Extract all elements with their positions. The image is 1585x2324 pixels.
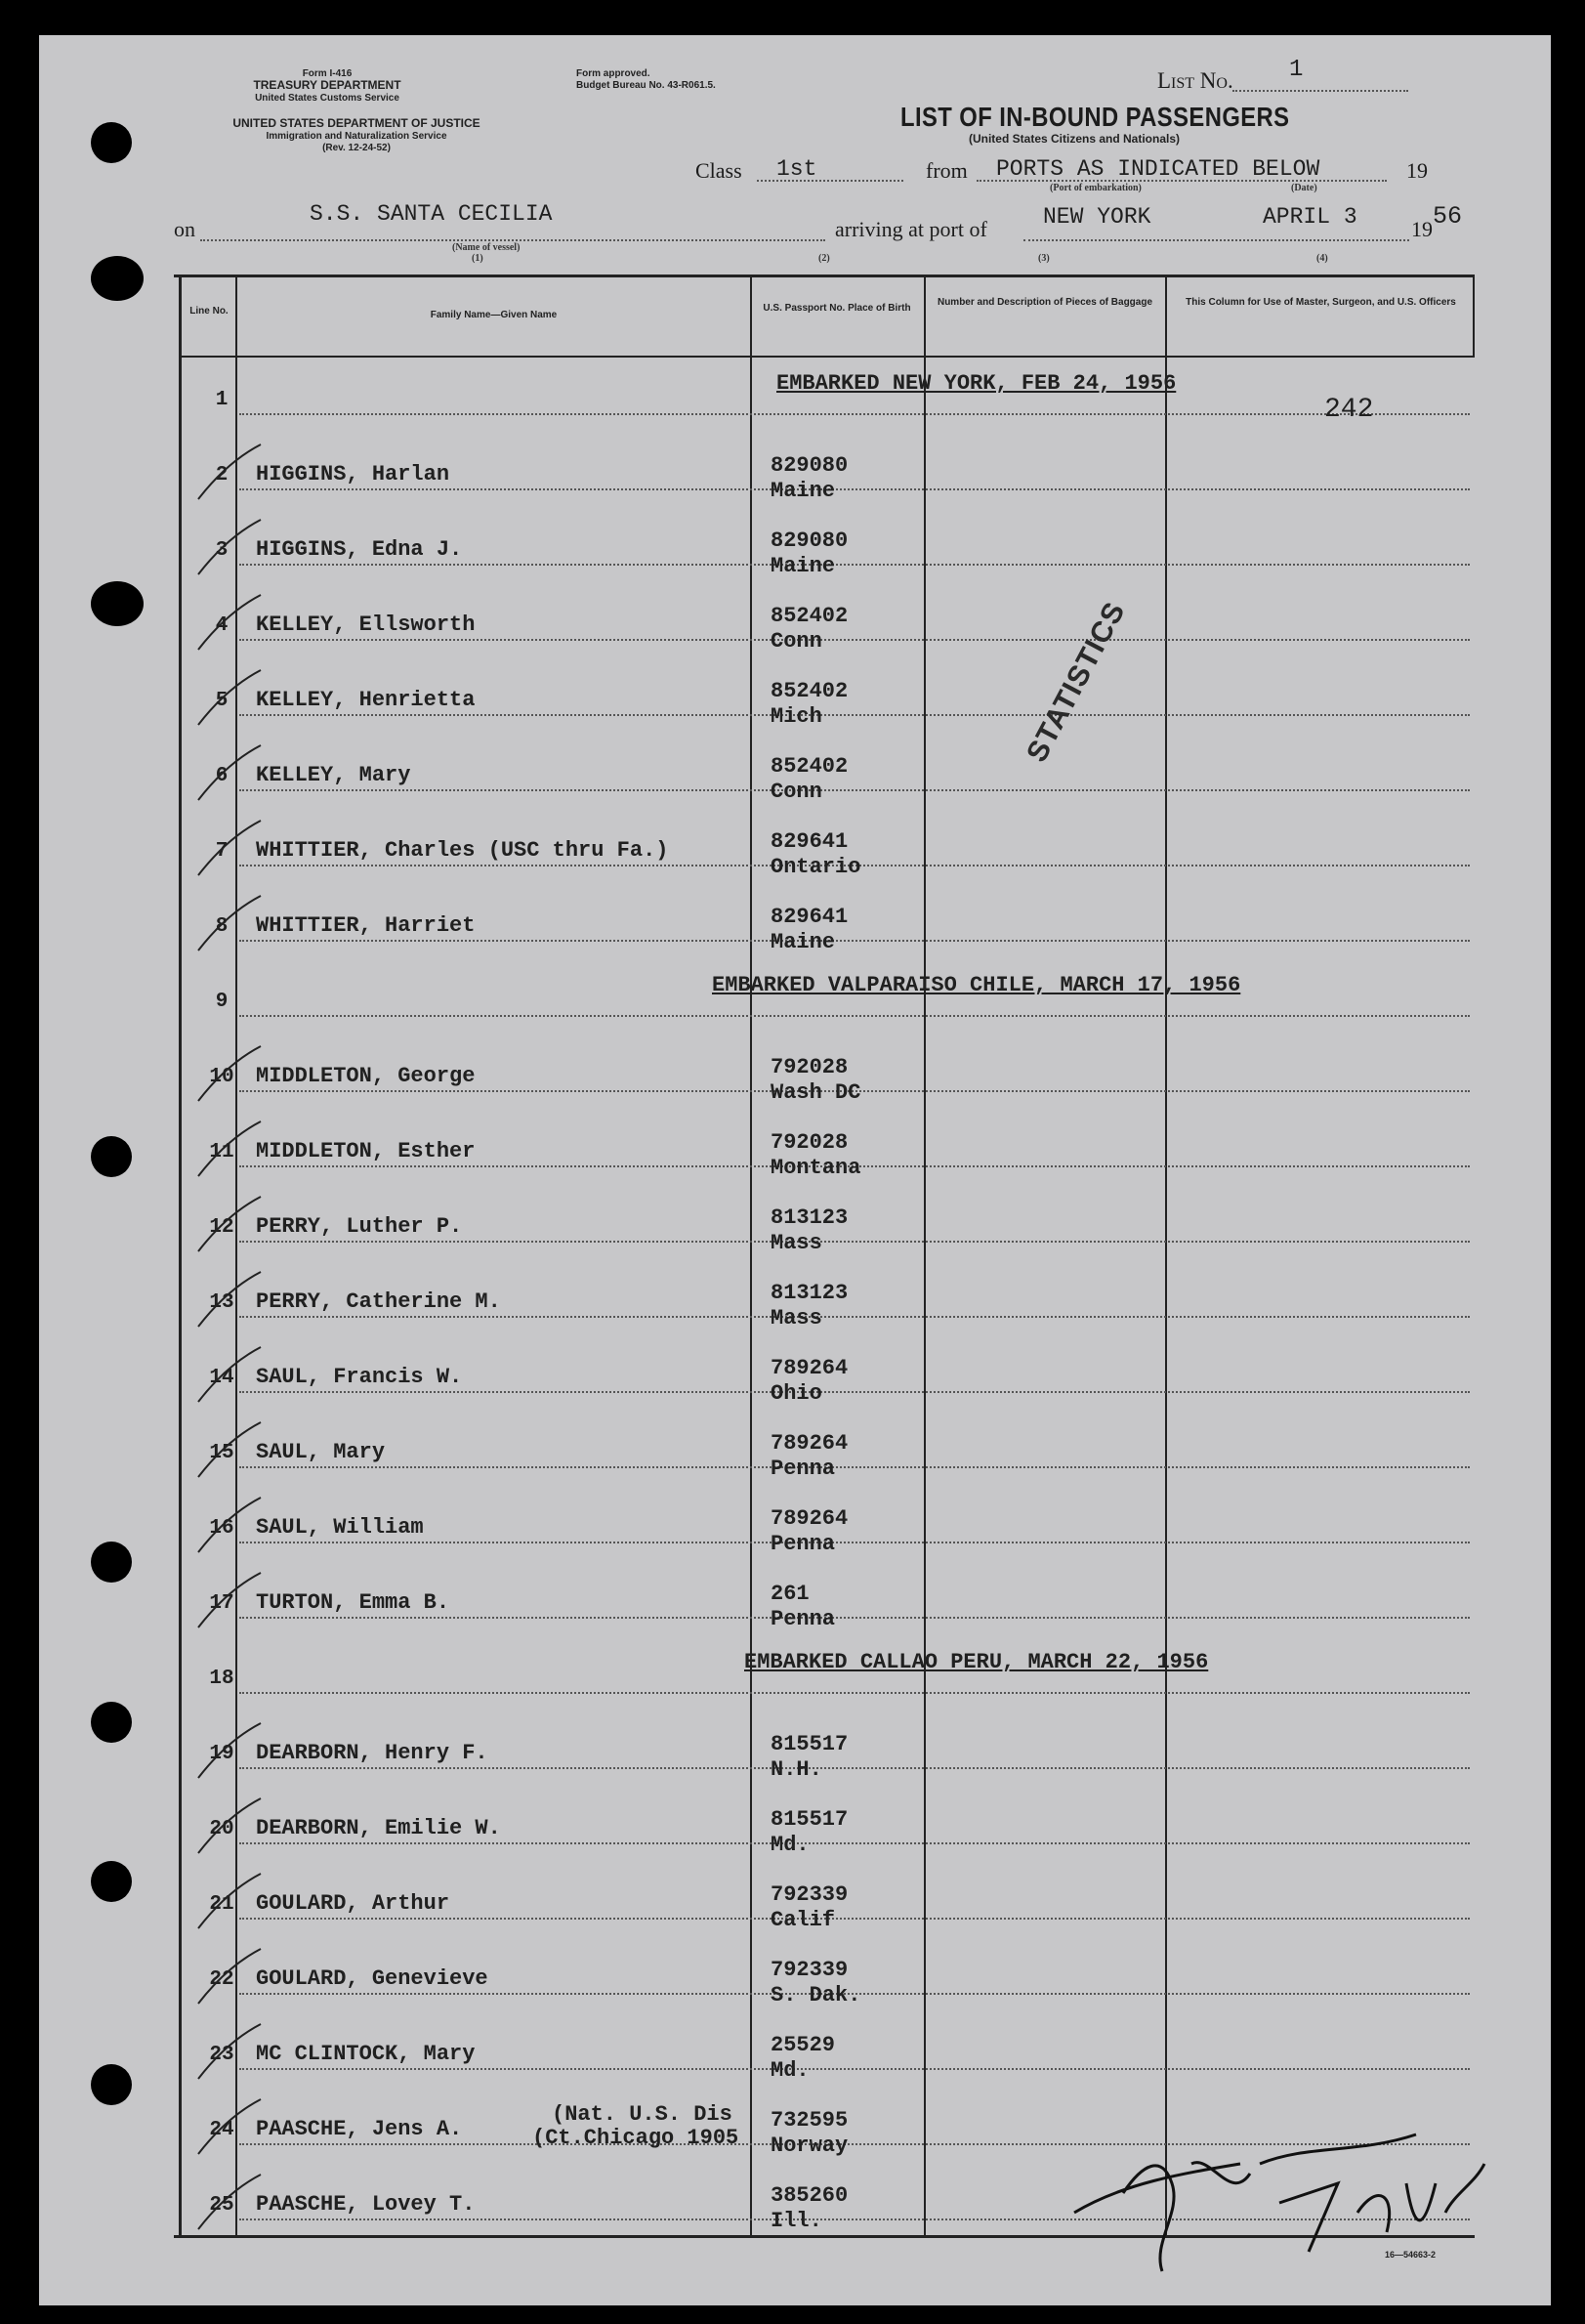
col-header-passport: U.S. Passport No. Place of Birth <box>763 303 911 314</box>
line-number: 2 <box>215 464 229 486</box>
passenger-name: MIDDLETON, Esther <box>256 1139 476 1163</box>
passport-number: 813123 <box>771 1205 849 1230</box>
check-mark <box>190 664 269 733</box>
passenger-name: SAUL, William <box>256 1515 424 1540</box>
line-number: 21 <box>209 1893 234 1916</box>
passenger-name: HIGGINS, Harlan <box>256 462 450 486</box>
place-of-birth: Mich <box>771 704 822 729</box>
passport-number: 732595 <box>771 2108 849 2133</box>
form-footer-code: 16—54663-2 <box>1385 2250 1437 2260</box>
line-number: 25 <box>209 2194 234 2217</box>
passport-number: 789264 <box>771 1356 849 1380</box>
line-number: 15 <box>209 1442 234 1464</box>
class-label: Class <box>695 158 742 183</box>
place-of-birth: Calif <box>771 1908 836 1932</box>
passenger-name: PAASCHE, Lovey T. <box>256 2192 476 2217</box>
passenger-name: WHITTIER, Harriet <box>256 913 476 938</box>
place-of-birth: Norway <box>771 2134 849 2158</box>
naturalization-note: (Nat. U.S. Dis <box>552 2102 732 2127</box>
line-number: 10 <box>209 1066 234 1088</box>
col-header-officers: This Column for Use of Master, Surgeon, and U.S. Officers <box>1186 297 1456 308</box>
line-number: 23 <box>209 2044 234 2066</box>
check-mark <box>190 1266 269 1334</box>
place-of-birth: Mass <box>771 1306 822 1331</box>
check-mark <box>190 739 269 808</box>
line-number: 11 <box>209 1141 234 1163</box>
check-mark-stroke <box>198 745 261 800</box>
line-number: 24 <box>209 2119 234 2141</box>
year-prefix-top: 19 <box>1406 158 1428 183</box>
place-of-birth: Mass <box>771 1231 822 1255</box>
check-mark <box>190 1116 269 1184</box>
arrival-date: APRIL 3 <box>1263 204 1357 230</box>
check-mark-stroke <box>198 2099 261 2154</box>
check-mark-stroke <box>198 1498 261 1552</box>
col-divider-passport <box>750 276 752 2236</box>
list-no-label: List No. <box>1157 68 1233 93</box>
row-rule <box>239 1391 1470 1393</box>
row-rule <box>239 940 1470 942</box>
line-number: 20 <box>209 1818 234 1840</box>
check-mark <box>190 514 269 582</box>
place-of-birth: Ill. <box>771 2209 822 2233</box>
passport-number: 852402 <box>771 604 849 628</box>
check-mark <box>190 1567 269 1635</box>
header-bottom-border <box>181 356 1475 358</box>
passenger-name: GOULARD, Arthur <box>256 1891 450 1916</box>
table-top-border <box>174 275 1475 277</box>
check-mark-stroke <box>198 1272 261 1327</box>
passport-number: 829080 <box>771 453 849 478</box>
place-of-birth: Ohio <box>771 1381 822 1406</box>
passport-number: 25529 <box>771 2033 836 2057</box>
row-rule <box>239 1767 1470 1769</box>
from-label: from <box>926 158 968 183</box>
passenger-name: DEARBORN, Emilie W. <box>256 1816 501 1840</box>
place-of-birth: Maine <box>771 930 836 954</box>
passport-number: 792339 <box>771 1882 849 1907</box>
check-mark <box>190 1191 269 1259</box>
check-mark-stroke <box>198 1347 261 1402</box>
passport-number: 261 <box>771 1582 810 1606</box>
officer-signature <box>1064 2125 1514 2281</box>
date-caption: (Date) <box>1291 183 1317 193</box>
row-rule <box>239 789 1470 791</box>
row-rule <box>239 564 1470 566</box>
check-mark-stroke <box>198 2175 261 2229</box>
budget-bureau: Budget Bureau No. 43-R061.5. <box>576 80 716 91</box>
binder-hole <box>91 581 144 626</box>
port-caption: (Port of embarkation) <box>1050 183 1142 193</box>
form-title: LIST OF IN-BOUND PASSENGERS <box>900 102 1290 132</box>
row-rule <box>239 1241 1470 1243</box>
line-number: 6 <box>215 765 229 787</box>
check-mark <box>190 2018 269 2087</box>
check-mark <box>190 1416 269 1485</box>
treasury-department: TREASURY DEPARTMENT <box>253 78 401 92</box>
form-approved: Form approved. <box>576 68 650 79</box>
passport-number: 815517 <box>771 1732 849 1756</box>
line-number: 19 <box>209 1743 234 1765</box>
row-rule <box>239 1617 1470 1619</box>
passport-number: 789264 <box>771 1431 849 1456</box>
passenger-name: WHITTIER, Charles (USC thru Fa.) <box>256 838 669 863</box>
place-of-birth: Wash DC <box>771 1080 861 1105</box>
place-of-birth: S. Dak. <box>771 1983 861 2007</box>
place-of-birth: N.H. <box>771 1757 822 1782</box>
passport-number: 385260 <box>771 2183 849 2208</box>
place-of-birth: Ontario <box>771 855 861 879</box>
binder-hole <box>91 1861 132 1902</box>
col-header-line-no: Line No. <box>189 306 229 317</box>
row-rule <box>239 1692 1470 1694</box>
row-rule <box>239 1918 1470 1920</box>
immigration-service: Immigration and Naturalization Service <box>266 131 447 142</box>
line-number: 7 <box>215 840 229 863</box>
revision-date: (Rev. 12-24-52) <box>322 143 391 153</box>
row-rule <box>239 1316 1470 1318</box>
year-prefix: 19 <box>1411 217 1433 241</box>
place-of-birth: Penna <box>771 1457 836 1481</box>
check-mark-stroke <box>198 1573 261 1627</box>
place-of-birth: Md. <box>771 1833 810 1857</box>
arrival-port: NEW YORK <box>1043 204 1151 230</box>
table-left-border <box>179 276 182 2236</box>
passenger-name: PERRY, Luther P. <box>256 1214 463 1239</box>
line-number: 14 <box>209 1367 234 1389</box>
line-number: 4 <box>215 614 229 637</box>
form-number: Form I-416 <box>302 68 353 79</box>
passenger-name: SAUL, Mary <box>256 1440 386 1464</box>
row-rule <box>239 1542 1470 1543</box>
passenger-name: GOULARD, Genevieve <box>256 1966 488 1991</box>
caption-1: (1) <box>472 253 483 264</box>
passenger-name: KELLEY, Ellsworth <box>256 613 476 637</box>
vessel-caption: (Name of vessel) <box>452 242 521 253</box>
passport-number: 829080 <box>771 528 849 553</box>
line-number: 3 <box>215 539 229 562</box>
line-number: 18 <box>209 1668 234 1690</box>
justice-department: UNITED STATES DEPARTMENT OF JUSTICE <box>232 116 480 130</box>
line-number: 16 <box>209 1517 234 1540</box>
check-mark <box>190 589 269 657</box>
binder-hole <box>91 122 132 163</box>
passport-number: 852402 <box>771 754 849 779</box>
on-label: on <box>174 217 195 241</box>
arrival-line <box>1023 239 1409 241</box>
passport-number: 792339 <box>771 1958 849 1982</box>
arrival-year: 56 <box>1433 202 1463 231</box>
row-rule <box>239 639 1470 641</box>
line-number: 5 <box>215 690 229 712</box>
embarkation-section-header: EMBARKED CALLAO PERU, MARCH 22, 1956 <box>744 1650 1209 1674</box>
check-mark-stroke <box>198 1197 261 1251</box>
line-number: 12 <box>209 1216 234 1239</box>
vessel-line <box>200 239 825 241</box>
customs-service: United States Customs Service <box>255 93 399 104</box>
table-right-border <box>1473 276 1475 357</box>
check-mark <box>190 1040 269 1109</box>
place-of-birth: Maine <box>771 554 836 578</box>
passenger-name: KELLEY, Henrietta <box>256 688 476 712</box>
passenger-name: DEARBORN, Henry F. <box>256 1741 488 1765</box>
check-mark <box>190 1943 269 2011</box>
check-mark <box>190 2169 269 2237</box>
passenger-name: MC CLINTOCK, Mary <box>256 2042 476 2066</box>
check-mark-stroke <box>198 1723 261 1778</box>
row-rule <box>239 488 1470 490</box>
line-number: 13 <box>209 1291 234 1314</box>
line-number: 8 <box>215 915 229 938</box>
line-number: 22 <box>209 1968 234 1991</box>
passenger-name: PAASCHE, Jens A. <box>256 2117 463 2141</box>
check-mark <box>190 815 269 883</box>
passenger-name: PERRY, Catherine M. <box>256 1289 501 1314</box>
binder-hole <box>91 2064 132 2105</box>
row-rule <box>239 2068 1470 2070</box>
place-of-birth: Conn <box>771 780 822 804</box>
check-mark <box>190 1793 269 1861</box>
check-mark-stroke <box>198 1874 261 1928</box>
passport-number: 792028 <box>771 1055 849 1079</box>
passenger-name: MIDDLETON, George <box>256 1064 476 1088</box>
check-mark <box>190 2093 269 2162</box>
check-mark-stroke <box>198 821 261 875</box>
col-header-baggage: Number and Description of Pieces of Baggage <box>937 297 1153 308</box>
line-number: 9 <box>215 991 229 1013</box>
embarkation-section-header: EMBARKED VALPARAISO CHILE, MARCH 17, 1956 <box>712 973 1241 997</box>
check-mark-stroke <box>198 896 261 951</box>
row-rule <box>239 714 1470 716</box>
check-mark-stroke <box>198 595 261 650</box>
binder-hole <box>91 1702 132 1743</box>
place-of-birth: Penna <box>771 1532 836 1556</box>
check-mark <box>190 439 269 507</box>
col-divider-baggage <box>924 276 926 2236</box>
passenger-name: SAUL, Francis W. <box>256 1365 463 1389</box>
embarkation-ports: PORTS AS INDICATED BELOW <box>996 156 1320 182</box>
caption-4: (4) <box>1316 253 1328 264</box>
passenger-name: TURTON, Emma B. <box>256 1590 450 1615</box>
check-mark-stroke <box>198 1949 261 2004</box>
check-mark-stroke <box>198 1798 261 1853</box>
check-mark-stroke <box>198 520 261 574</box>
check-mark-stroke <box>198 1121 261 1176</box>
col-divider-officers <box>1165 276 1167 2236</box>
place-of-birth: Montana <box>771 1156 861 1180</box>
check-mark-stroke <box>198 1046 261 1101</box>
check-mark-stroke <box>198 670 261 725</box>
line-number: 1 <box>215 389 229 411</box>
col-header-name: Family Name—Given Name <box>430 310 558 320</box>
row-rule <box>239 413 1470 415</box>
binder-hole <box>91 1136 132 1177</box>
caption-3: (3) <box>1038 253 1050 264</box>
check-mark <box>190 1492 269 1560</box>
check-mark <box>190 1868 269 1936</box>
naturalization-court-note: (Ct.Chicago 1905 <box>532 2126 739 2150</box>
passenger-name: HIGGINS, Edna J. <box>256 537 463 562</box>
passenger-name: KELLEY, Mary <box>256 763 411 787</box>
check-mark-stroke <box>198 1422 261 1477</box>
row-rule <box>239 1842 1470 1844</box>
vessel-name: S.S. SANTA CECILIA <box>310 201 553 227</box>
row-rule <box>239 1015 1470 1017</box>
place-of-birth: Maine <box>771 479 836 503</box>
place-of-birth: Md. <box>771 2058 810 2083</box>
check-mark <box>190 890 269 958</box>
handwritten-242: 242 <box>1324 395 1374 425</box>
passport-number: 792028 <box>771 1130 849 1155</box>
arriving-label: arriving at port of <box>835 217 987 241</box>
class-value: 1st <box>776 156 817 182</box>
passport-number: 813123 <box>771 1281 849 1305</box>
passport-number: 829641 <box>771 829 849 854</box>
binder-hole <box>91 1542 132 1583</box>
line-number: 17 <box>209 1592 234 1615</box>
check-mark <box>190 1717 269 1786</box>
check-mark-stroke <box>198 2024 261 2079</box>
list-no-line <box>1232 90 1408 92</box>
check-mark <box>190 1341 269 1410</box>
statistics-stamp: STATISTICS <box>1021 596 1132 768</box>
row-rule <box>239 1466 1470 1468</box>
passport-number: 815517 <box>771 1807 849 1832</box>
check-mark-stroke <box>198 444 261 499</box>
form-subtitle: (United States Citizens and Nationals) <box>968 132 1181 146</box>
passport-number: 789264 <box>771 1506 849 1531</box>
passport-number: 852402 <box>771 679 849 703</box>
embarkation-section-header: EMBARKED NEW YORK, FEB 24, 1956 <box>776 371 1177 396</box>
list-no-value: 1 <box>1289 57 1304 83</box>
caption-2: (2) <box>818 253 830 264</box>
place-of-birth: Penna <box>771 1607 836 1631</box>
binder-hole <box>91 256 144 301</box>
passport-number: 829641 <box>771 905 849 929</box>
place-of-birth: Conn <box>771 629 822 654</box>
